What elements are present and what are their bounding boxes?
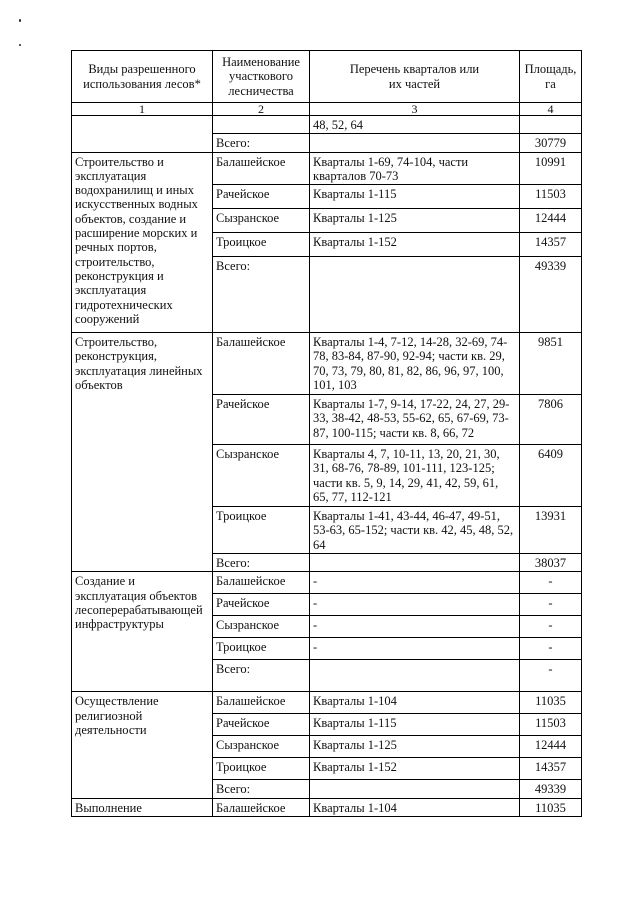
use-type-cell [72, 116, 213, 153]
quarters-cell: Кварталы 1-41, 43-44, 46-47, 49-51, 53-63, 65-152; части кв. 42, 45, 48, 52, 64 [310, 507, 520, 554]
area-cell: 49339 [520, 780, 582, 798]
forestry-cell: Балашейское [213, 798, 310, 816]
forestry-cell: Сызранское [213, 616, 310, 638]
forestry-cell [213, 116, 310, 134]
scan-speck [19, 19, 21, 22]
header-use-type: Виды разрешенного использования лесов* [72, 51, 213, 103]
quarters-cell: Кварталы 1-104 [310, 692, 520, 714]
forestry-cell: Всего: [213, 134, 310, 152]
header-quarters-line2: их частей [388, 76, 441, 91]
quarters-cell [310, 554, 520, 572]
forestry-cell: Рачейское [213, 395, 310, 445]
forestry-cell: Троицкое [213, 233, 310, 257]
forestry-cell: Всего: [213, 257, 310, 333]
forestry-cell: Всего: [213, 660, 310, 692]
forestry-cell: Балашейское [213, 152, 310, 185]
area-cell: 11503 [520, 714, 582, 736]
header-area: Площадь, га [520, 51, 582, 103]
forestry-cell: Рачейское [213, 594, 310, 616]
use-type-cell: Строительство и эксплуатация водохранилищ и иных искусственных водных объектов, создание и расширение морских и речных портов, строительство, реконструкция и эксплуатация гидротехнических сооружений [72, 152, 213, 333]
forestry-cell: Рачейское [213, 185, 310, 209]
forestry-cell: Сызранское [213, 736, 310, 758]
quarters-cell: Кварталы 1-104 [310, 798, 520, 816]
table-row [72, 333, 582, 395]
quarters-cell: Кварталы 4, 7, 10-11, 13, 20, 21, 30, 31, 68-76, 78-89, 101-111, 123-125; части кв. 5, 9, 14, 29, 41, 42, 59, 61, 65, 77, 112-121 [310, 445, 520, 507]
forestry-cell: Троицкое [213, 638, 310, 660]
table-row [72, 152, 582, 185]
forestry-cell: Балашейское [213, 333, 310, 395]
area-cell: - [520, 660, 582, 692]
forestry-cell: Сызранское [213, 209, 310, 233]
header-forestry-name: Наименование участкового лесничества [213, 51, 310, 103]
quarters-cell [310, 660, 520, 692]
use-type-cell: Осуществление религиозной деятельности [72, 692, 213, 798]
table-row [72, 798, 582, 816]
area-cell: 11035 [520, 798, 582, 816]
quarters-cell: - [310, 616, 520, 638]
header-quarters-line1: Перечень кварталов или [349, 62, 480, 77]
area-cell: 30779 [520, 134, 582, 152]
table-header-row [72, 51, 582, 103]
area-cell: 14357 [520, 233, 582, 257]
table-row [72, 572, 582, 594]
quarters-cell: - [310, 594, 520, 616]
forestry-cell: Балашейское [213, 692, 310, 714]
area-cell: 13931 [520, 507, 582, 554]
area-cell: 49339 [520, 257, 582, 333]
quarters-cell: - [310, 638, 520, 660]
column-number: 1 [72, 103, 213, 116]
use-type-cell: Выполнение [72, 798, 213, 816]
area-cell: 11503 [520, 185, 582, 209]
forestry-cell: Балашейское [213, 572, 310, 594]
area-cell: - [520, 572, 582, 594]
area-cell: - [520, 616, 582, 638]
header-quarters-list [310, 51, 520, 103]
quarters-cell: Кварталы 1-152 [310, 758, 520, 780]
quarters-cell: Кварталы 1-69, 74-104, части кварталов 70-73 [310, 152, 520, 185]
area-cell: 6409 [520, 445, 582, 507]
table-row [72, 116, 582, 134]
forestry-cell: Сызранское [213, 445, 310, 507]
forestry-cell: Всего: [213, 554, 310, 572]
use-type-cell: Строительство, реконструкция, эксплуатация линейных объектов [72, 333, 213, 572]
area-cell: - [520, 594, 582, 616]
quarters-cell: Кварталы 1-7, 9-14, 17-22, 24, 27, 29-33, 38-42, 48-53, 55-62, 65, 67-69, 73-87, 100-115; части кв. 8, 66, 72 [310, 395, 520, 445]
area-cell: - [520, 638, 582, 660]
quarters-cell [310, 134, 520, 152]
quarters-cell [310, 257, 520, 333]
quarters-cell: Кварталы 1-125 [310, 209, 520, 233]
quarters-cell [310, 780, 520, 798]
area-cell: 11035 [520, 692, 582, 714]
area-cell: 7806 [520, 395, 582, 445]
area-cell: 12444 [520, 209, 582, 233]
area-cell: 14357 [520, 758, 582, 780]
table-row [72, 692, 582, 714]
area-cell [520, 116, 582, 134]
column-number: 4 [520, 103, 582, 116]
quarters-cell: Кварталы 1-152 [310, 233, 520, 257]
forestry-cell: Троицкое [213, 507, 310, 554]
area-cell: 12444 [520, 736, 582, 758]
quarters-cell: - [310, 572, 520, 594]
quarters-cell: Кварталы 1-115 [310, 714, 520, 736]
quarters-cell: Кварталы 1-115 [310, 185, 520, 209]
area-cell: 10991 [520, 152, 582, 185]
quarters-cell: 48, 52, 64 [310, 116, 520, 134]
forestry-cell: Троицкое [213, 758, 310, 780]
area-cell: 38037 [520, 554, 582, 572]
use-type-cell: Создание и эксплуатация объектов лесоперерабатывающей инфраструктуры [72, 572, 213, 692]
forest-use-table [71, 50, 582, 817]
quarters-cell: Кварталы 1-125 [310, 736, 520, 758]
column-number: 2 [213, 103, 310, 116]
forestry-cell: Рачейское [213, 714, 310, 736]
column-number-row [72, 103, 582, 116]
forestry-cell: Всего: [213, 780, 310, 798]
column-number: 3 [310, 103, 520, 116]
quarters-cell: Кварталы 1-4, 7-12, 14-28, 32-69, 74-78, 83-84, 87-90, 92-94; части кв. 29, 70, 73, 79, 80, 81, 82, 86, 96, 97, 100, 101, 103 [310, 333, 520, 395]
scan-speck [19, 44, 21, 46]
table-body [72, 116, 582, 817]
area-cell: 9851 [520, 333, 582, 395]
